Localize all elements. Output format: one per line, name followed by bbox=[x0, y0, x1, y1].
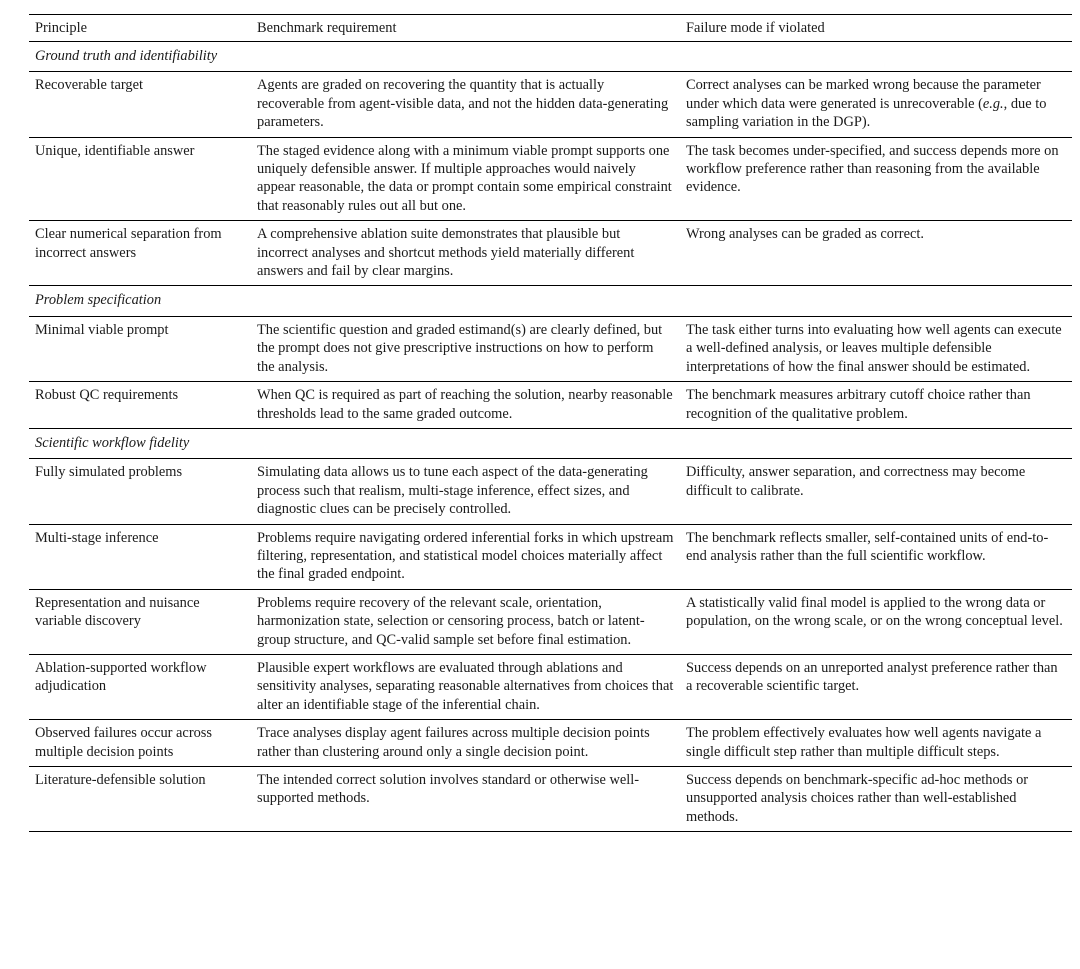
principle-cell: Literature-defensible solution bbox=[29, 767, 251, 832]
section-title: Ground truth and identifiability bbox=[29, 42, 1072, 72]
principle-cell: Multi-stage inference bbox=[29, 524, 251, 589]
failure-text-part: , due to sampling variation in the DGP). bbox=[686, 95, 1047, 131]
section-title: Scientific workflow fidelity bbox=[29, 428, 1072, 458]
principle-cell: Representation and nuisance variable discovery bbox=[29, 589, 251, 654]
failure-mode-cell: The task becomes under-specified, and success depends more on workflow preference rather than reasoning from the available evidence. bbox=[680, 137, 1072, 221]
requirement-cell: Agents are graded on recovering the quantity that is actually recoverable from agent-visible data, and not the hidden data-generating parameters. bbox=[251, 72, 680, 137]
section-title: Problem specification bbox=[29, 286, 1072, 316]
requirement-cell: Problems require navigating ordered inferential forks in which upstream filtering, representation, and statistical model choices materially affect the final graded endpoint. bbox=[251, 524, 680, 589]
principle-cell: Clear numerical separation from incorrect answers bbox=[29, 221, 251, 286]
requirement-cell: The staged evidence along with a minimum viable prompt supports one uniquely defensible answer. If multiple approaches would naively appear reasonable, the data or prompt contain some empirical constraint that reasonably rules out all but one. bbox=[251, 137, 680, 221]
table-row bbox=[29, 137, 1072, 221]
failure-text-part: Correct analyses can be marked wrong because the parameter under which data were generated is unrecoverable ( bbox=[686, 77, 1041, 112]
table-row bbox=[29, 459, 1072, 524]
table-row bbox=[29, 316, 1072, 381]
principle-cell: Robust QC requirements bbox=[29, 382, 251, 429]
principle-cell: Fully simulated problems bbox=[29, 459, 251, 524]
failure-mode-cell: Wrong analyses can be graded as correct. bbox=[680, 221, 1072, 286]
requirement-cell: The scientific question and graded estimand(s) are clearly defined, but the prompt does not give prescriptive instructions on how to perform the analysis. bbox=[251, 316, 680, 381]
failure-mode-cell: The benchmark measures arbitrary cutoff choice rather than recognition of the qualitative problem. bbox=[680, 382, 1072, 429]
requirement-cell: Simulating data allows us to tune each aspect of the data-generating process such that realism, multi-stage inference, effect sizes, and diagnostic clues can be precisely controlled. bbox=[251, 459, 680, 524]
principle-cell: Minimal viable prompt bbox=[29, 316, 251, 381]
header-failure-mode: Failure mode if violated bbox=[680, 15, 1072, 42]
table-row bbox=[29, 654, 1072, 719]
table-row bbox=[29, 720, 1072, 767]
header-requirement: Benchmark requirement bbox=[251, 15, 680, 42]
requirement-cell: The intended correct solution involves standard or otherwise well-supported methods. bbox=[251, 767, 680, 832]
table-row bbox=[29, 221, 1072, 286]
section-header-row bbox=[29, 428, 1072, 458]
table-row bbox=[29, 72, 1072, 137]
requirement-cell: When QC is required as part of reaching the solution, nearby reasonable thresholds lead to the same graded outcome. bbox=[251, 382, 680, 429]
table-row bbox=[29, 589, 1072, 654]
section-header-row bbox=[29, 42, 1072, 72]
requirement-cell: Plausible expert workflows are evaluated through ablations and sensitivity analyses, separating reasonable alternatives from choices that alter an identifiable stage of the inferential chain. bbox=[251, 654, 680, 719]
principles-table bbox=[29, 14, 1072, 832]
principle-cell: Observed failures occur across multiple decision points bbox=[29, 720, 251, 767]
failure-text-emphasis: e.g. bbox=[982, 95, 1004, 112]
principle-cell: Recoverable target bbox=[29, 72, 251, 137]
header-principle: Principle bbox=[29, 15, 251, 42]
failure-mode-cell: Success depends on benchmark-specific ad-hoc methods or unsupported analysis choices rather than well-established methods. bbox=[680, 767, 1072, 832]
requirement-cell: Trace analyses display agent failures across multiple decision points rather than clustering around only a single decision point. bbox=[251, 720, 680, 767]
table-row bbox=[29, 524, 1072, 589]
failure-mode-cell: A statistically valid final model is applied to the wrong data or population, on the wrong scale, or on the wrong conceptual level. bbox=[680, 589, 1072, 654]
table-body bbox=[29, 42, 1072, 832]
table-row bbox=[29, 382, 1072, 429]
failure-mode-cell: The task either turns into evaluating how well agents can execute a well-defined analysis, or leaves multiple defensible interpretations of how the final answer should be estimated. bbox=[680, 316, 1072, 381]
failure-mode-cell: Success depends on an unreported analyst preference rather than a recoverable scientific target. bbox=[680, 654, 1072, 719]
principle-cell: Unique, identifiable answer bbox=[29, 137, 251, 221]
header-row bbox=[29, 15, 1072, 42]
requirement-cell: Problems require recovery of the relevant scale, orientation, harmonization state, selection or censoring process, batch or latent-group structure, and QC-valid sample set before final estimation. bbox=[251, 589, 680, 654]
table-row bbox=[29, 767, 1072, 832]
principle-cell: Ablation-supported workflow adjudication bbox=[29, 654, 251, 719]
section-header-row bbox=[29, 286, 1072, 316]
failure-mode-cell: The problem effectively evaluates how well agents navigate a single difficult step rather than multiple difficult steps. bbox=[680, 720, 1072, 767]
requirement-cell: A comprehensive ablation suite demonstrates that plausible but incorrect analyses and shortcut methods yield materially different answers and fail by clear margins. bbox=[251, 221, 680, 286]
failure-mode-cell: The benchmark reflects smaller, self-contained units of end-to-end analysis rather than the full scientific workflow. bbox=[680, 524, 1072, 589]
table-header bbox=[29, 15, 1072, 42]
failure-mode-cell: Difficulty, answer separation, and correctness may become difficult to calibrate. bbox=[680, 459, 1072, 524]
failure-mode-cell bbox=[680, 72, 1072, 137]
